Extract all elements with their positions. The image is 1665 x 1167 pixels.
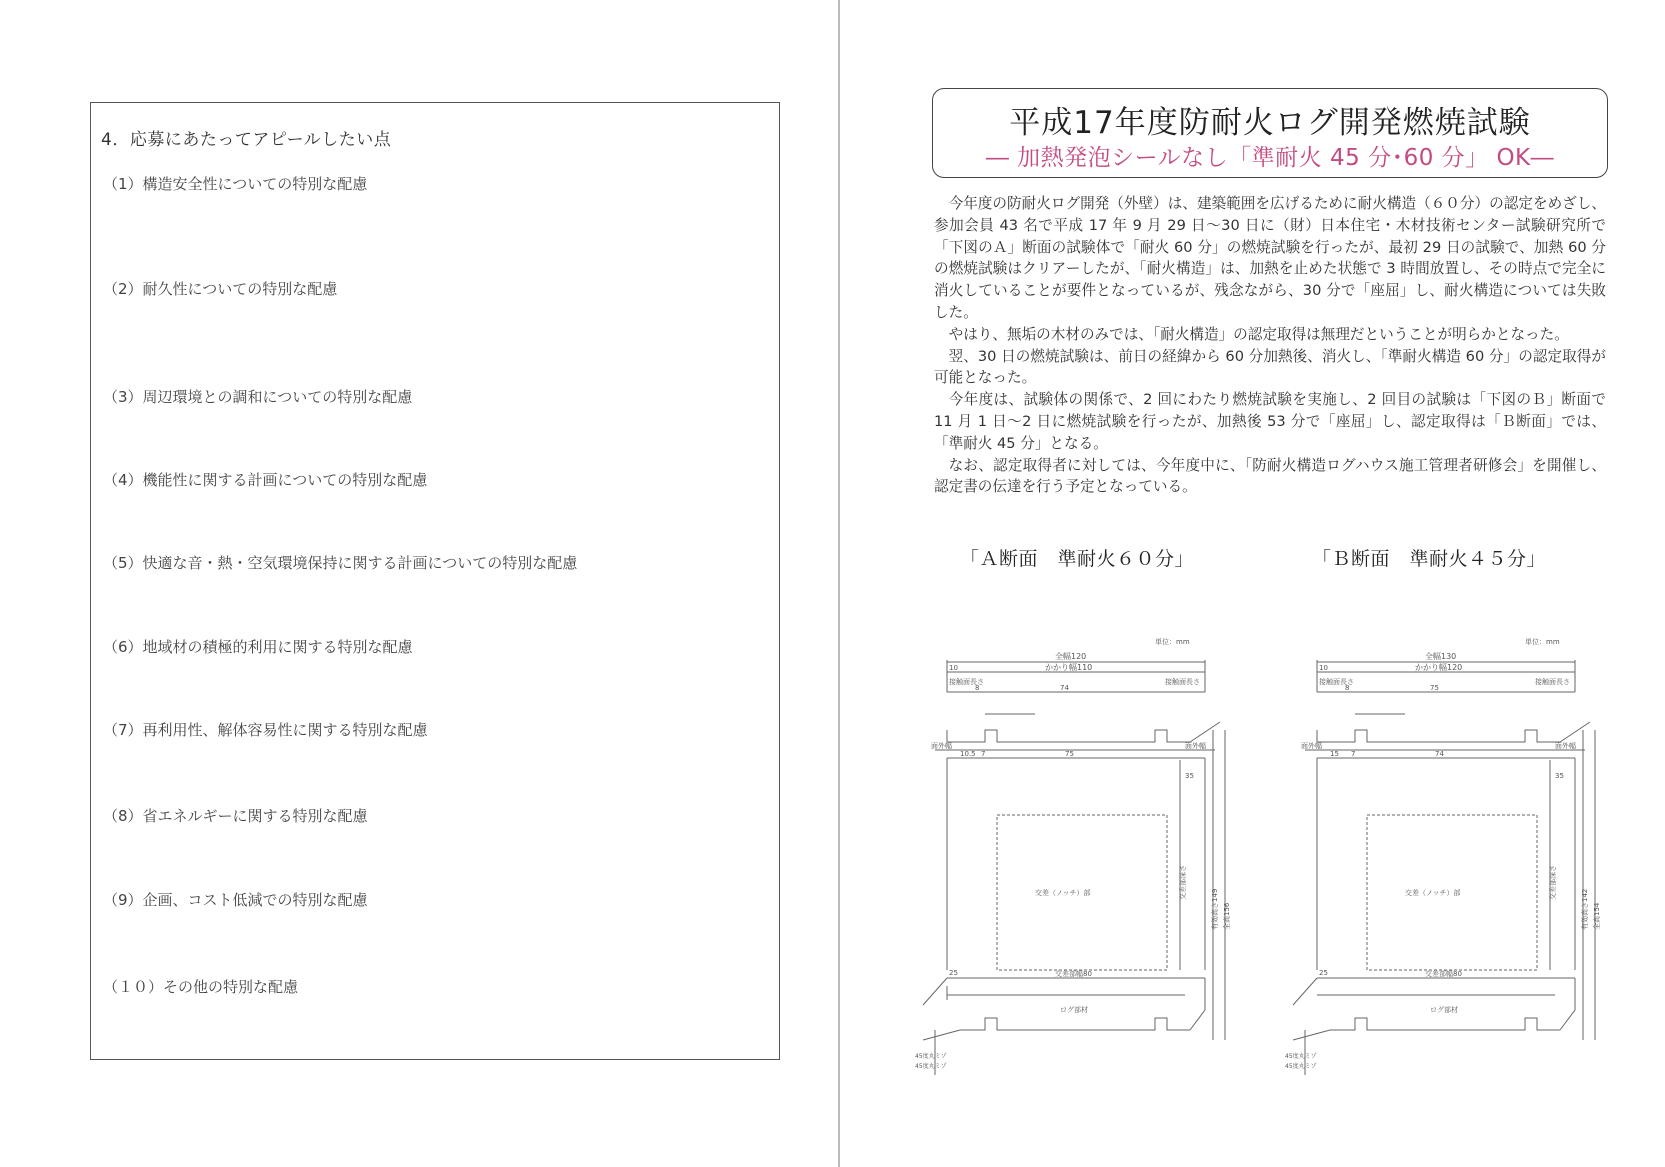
form-item-7: （7）再利用性、解体容易性に関する特別な配慮 (103, 721, 428, 739)
section-a-label: 「Ａ断面 準耐火６０分」 (960, 548, 1195, 570)
drawing-a-note-bottom: 45度丸ミゾ (915, 1063, 947, 1070)
drawing-b-overall-width: 全幅130 (1425, 652, 1457, 661)
drawing-a-bearing-width: かかり幅110 (1045, 663, 1093, 672)
drawing-b-dim-eight: 8 (1345, 684, 1350, 692)
drawing-a-dim-base: 25 (949, 969, 958, 977)
drawing-a-dim-eight: 8 (975, 684, 980, 692)
form-item-1: （1）構造安全性についての特別な配慮 (103, 175, 368, 193)
form-item-5: （5）快適な音・熱・空気環境保持に関する計画についての特別な配慮 (103, 554, 578, 572)
drawing-b-height: 有効高さ142 (1581, 888, 1589, 930)
drawing-a-notch-label: 交差（ノッチ）部 (1035, 889, 1091, 897)
report-body (934, 193, 1606, 498)
drawing-b-log-label: ログ部材 (1430, 1006, 1458, 1014)
drawing-a-dim-side: 35 (1185, 772, 1194, 780)
drawing-b-dim-mid: 74 (1435, 750, 1444, 758)
drawing-b-contact-right: 接触面長さ (1535, 678, 1570, 686)
drawing-b-contact-left: 接触面長さ (1319, 678, 1354, 686)
drawing-b-note-top: 45度丸ミゾ (1285, 1053, 1317, 1060)
drawing-b-notch-label: 交差（ノッチ）部 (1405, 889, 1461, 897)
form-item-8: （8）省エネルギーに関する特別な配慮 (103, 807, 368, 825)
drawing-a-note-top: 45度丸ミゾ (915, 1053, 947, 1060)
drawing-b-unit: 単位：mm (1525, 638, 1560, 646)
section-b-label: 「Ｂ断面 準耐火４５分」 (1312, 548, 1547, 570)
form-item-6: （6）地域材の積極的利用に関する特別な配慮 (103, 638, 413, 656)
drawing-a-notch-width: 交差部幅80 (1055, 970, 1092, 978)
drawing-b-notch-depth: 交差部深さ (1549, 865, 1557, 900)
drawing-a-overall-width: 全幅120 (1055, 652, 1087, 661)
drawing-a-dim-mid: 75 (1065, 750, 1074, 758)
drawing-a-log-label: ログ部材 (1060, 1006, 1088, 1014)
paragraph: やはり、無垢の木材のみでは、「耐火構造」の認定取得は無理だということが明らかとなった。 (948, 325, 1569, 343)
drawing-a-notch-depth: 交差部深さ (1179, 865, 1187, 900)
drawing-a-dim-seven: 7 (981, 750, 986, 758)
drawing-a-dim-tenhalf: 10.5 (960, 750, 976, 758)
form-item-3: （3）周辺環境との調和についての特別な配慮 (103, 388, 413, 406)
form-item-10: （１０）その他の特別な配慮 (103, 978, 299, 996)
paragraph: なお、認定取得者に対しては、今年度中に、「防耐火構造ログハウス施工管理者研修会」を開催し、認定書の伝達を行う予定となっている。 (934, 456, 1606, 496)
drawing-b-dim-base: 25 (1319, 969, 1328, 977)
drawing-b-dim-ten: 10 (1319, 664, 1328, 672)
drawing-b-total-height: 全高154 (1593, 902, 1601, 930)
report-subtitle: ― 加熱発泡シールなし「準耐火 45 分･60 分」 OK― (985, 145, 1555, 171)
report-title: 平成17年度防耐火ログ開発燃焼試験 (1009, 105, 1531, 141)
drawing-b-dim-fifteen: 15 (1330, 750, 1339, 758)
drawing-a-dim-top: 74 (1060, 684, 1069, 692)
drawing-a-contact-right: 接触面長さ (1165, 678, 1200, 686)
section-a-drawing (915, 630, 1245, 1080)
appeal-form-box (90, 102, 780, 1060)
form-item-4: （4）機能性に関する計画についての特別な配慮 (103, 471, 428, 489)
drawing-b-dim-top: 75 (1430, 684, 1439, 692)
drawing-a-contact-left: 接触面長さ (949, 678, 984, 686)
drawing-b-face-left: 面外幅 (1301, 742, 1322, 750)
paragraph: 今年度の防耐火ログ開発（外壁）は、建築範囲を広げるために耐火構造（６０分）の認定をめざし、参加会員 43 名で平成 17 年 9 月 29 日～30 日に（財）日本住宅・木材技術センター試験研究所で「下図のＡ」断面の試験体で「耐火 60 分」の燃焼試験を行ったが、最初 29 日の試験で、加熱 60 分の燃焼試験はクリアーしたが、「耐火構造」は、加熱を止めた状態で 3 時間放置し、その時点で完全に消火していることが要件となっているが、残念ながら、30 分で「座屈」し、耐火構造については失敗した。 (934, 195, 1606, 321)
paragraph: 翌、30 日の燃焼試験は、前日の経緯から 60 分加熱後、消火し、「準耐火構造 60 分」の認定取得が可能となった。 (934, 347, 1606, 387)
drawing-b-face-right: 面外幅 (1555, 742, 1576, 750)
report-title-box (932, 88, 1608, 178)
drawing-a-face-right: 面外幅 (1185, 742, 1206, 750)
drawing-a-face-left: 面外幅 (931, 742, 952, 750)
drawing-a-unit: 単位：mm (1155, 638, 1190, 646)
paragraph: 今年度は、試験体の関係で、2 回にわたり燃焼試験を実施し、2 回目の試験は「下図のＢ」断面で 11 月 1 日～2 日に燃焼試験を行ったが、加熱後 53 分で「座屈」し、認定取得は「Ｂ断面」では、「準耐火 45 分」となる。 (934, 391, 1606, 452)
drawing-a-height: 有効高さ149 (1211, 888, 1219, 930)
drawing-a-dim-ten: 10 (949, 664, 958, 672)
drawing-b-dim-seven: 7 (1351, 750, 1356, 758)
section-b-drawing (1285, 630, 1615, 1080)
drawing-b-note-bottom: 45度丸ミゾ (1285, 1063, 1317, 1070)
drawing-a-total-height: 全高156 (1223, 902, 1231, 930)
form-item-9: （9）企画、コスト低減での特別な配慮 (103, 891, 368, 909)
form-item-2: （2）耐久性についての特別な配慮 (103, 280, 338, 298)
drawing-b-bearing-width: かかり幅120 (1415, 663, 1463, 672)
page-gutter (838, 0, 840, 1167)
drawing-b-notch-width: 交差部幅80 (1425, 970, 1462, 978)
form-heading: 4．応募にあたってアピールしたい点 (101, 130, 392, 150)
drawing-b-dim-side: 35 (1555, 772, 1564, 780)
